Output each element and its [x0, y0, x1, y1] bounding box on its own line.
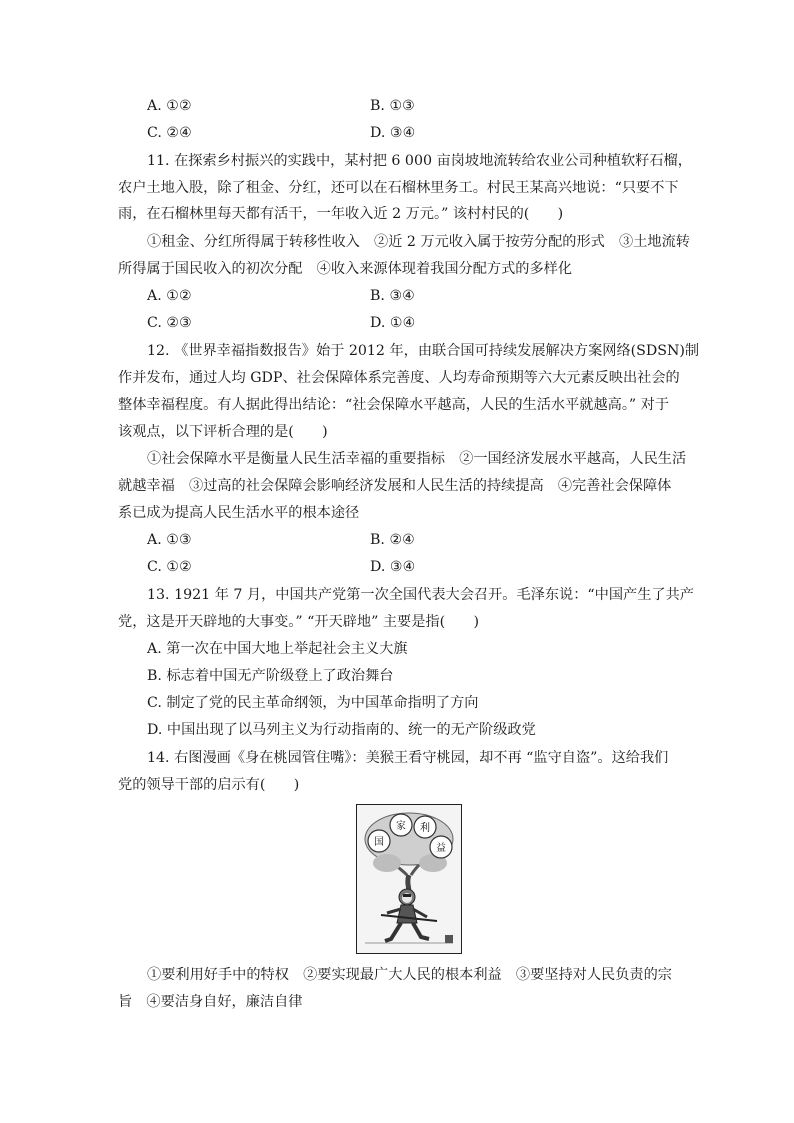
q12-stem-line: 整体幸福程度。有人据此得出结论：“社会保障水平越高，人民的生活水平就越高。” 对于 [118, 397, 670, 413]
peach-label: 利 [420, 823, 430, 834]
q12-stem-line: 该观点，以下评析合理的是( ) [118, 424, 328, 440]
q12-option-c: C. ①② [147, 559, 192, 575]
q11-statements-line: 所得属于国民收入的初次分配 ④收入来源体现着我国分配方式的多样化 [118, 261, 573, 277]
q12-option-a: A. ①③ [147, 532, 192, 548]
q11-option-a: A. ①② [147, 288, 192, 304]
q12-option-b: B. ②④ [370, 532, 415, 548]
q12-statements-line: 系已成为提高人民生活水平的根本途径 [118, 505, 360, 521]
q11-stem-line: 农户土地入股，除了租金、分红，还可以在石榴林里务工。村民王某高兴地说：“只要不下 [118, 180, 679, 196]
q12-stem-line: 12. 《世界幸福指数报告》始于 2012 年，由联合国可持续发展解决方案网络(SDSN)制 [147, 343, 700, 359]
q14-statements-line: ①要利用好手中的特权 ②要实现最广大人民的根本利益 ③要坚持对人民负责的宗 [147, 967, 672, 983]
peach-label: 益 [436, 843, 446, 854]
peach-label: 家 [396, 821, 406, 832]
q14-statements-line: 旨 ④要洁身自好，廉洁自律 [118, 994, 303, 1010]
q13-stem-line: 党，这是开天辟地的大事变。” “开天辟地” 主要是指( ) [118, 614, 480, 630]
q14-stem-line: 14. 右图漫画《身在桃园管住嘴》：美猴王看守桃园，却不再 “监守自盗”。这给我们 [147, 750, 669, 766]
q12-statements-line: ①社会保障水平是衡量人民生活幸福的重要指标 ②一国经济发展水平越高，人民生活 [147, 451, 687, 467]
q14-stem-line: 党的领导干部的启示有( ) [118, 777, 300, 793]
q13-option-a: A. 第一次在中国大地上举起社会主义大旗 [147, 641, 408, 657]
q12-statements-line: 就越幸福 ③过高的社会保障会影响经济发展和人民生活的持续提高 ④完善社会保障体 [118, 478, 672, 494]
q10-option-c: C. ②④ [147, 125, 192, 141]
q12-option-d: D. ③④ [370, 559, 416, 575]
q10-option-a: A. ①② [147, 98, 192, 114]
q13-option-b: B. 标志着中国无产阶级登上了政治舞台 [147, 668, 394, 684]
q11-stem-line: 雨，在石榴林里每天都有活干，一年收入近 2 万元。” 该村村民的( ) [118, 206, 564, 222]
q11-statements-line: ①租金、分红所得属于转移性收入 ②近 2 万元收入属于按劳分配的形式 ③土地流转 [147, 234, 690, 250]
cartoon-monkey-peach-garden [356, 804, 462, 954]
cartoon-illustration [357, 805, 461, 953]
q11-option-b: B. ③④ [370, 288, 415, 304]
q12-stem-line: 作并发布，通过人均 GDP、社会保障体系完善度、人均寿命预期等六大元素反映出社会的 [118, 370, 680, 386]
q13-option-c: C. 制定了党的民主革命纲领，为中国革命指明了方向 [147, 695, 479, 711]
q10-option-b: B. ①③ [370, 98, 415, 114]
peach-label: 国 [374, 837, 384, 848]
q11-option-c: C. ②③ [147, 315, 192, 331]
q13-stem-line: 13. 1921 年 7 月，中国共产党第一次全国代表大会召开。毛泽东说：“中国产生了共产 [147, 587, 694, 603]
q13-option-d: D. 中国出现了以马列主义为行动指南的、统一的无产阶级政党 [147, 722, 536, 738]
q10-option-d: D. ③④ [370, 125, 416, 141]
q11-option-d: D. ①④ [370, 315, 416, 331]
q11-stem-line: 11. 在探索乡村振兴的实践中，某村把 6 000 亩岗坡地流转给农业公司种植软籽石榴， [147, 153, 692, 169]
